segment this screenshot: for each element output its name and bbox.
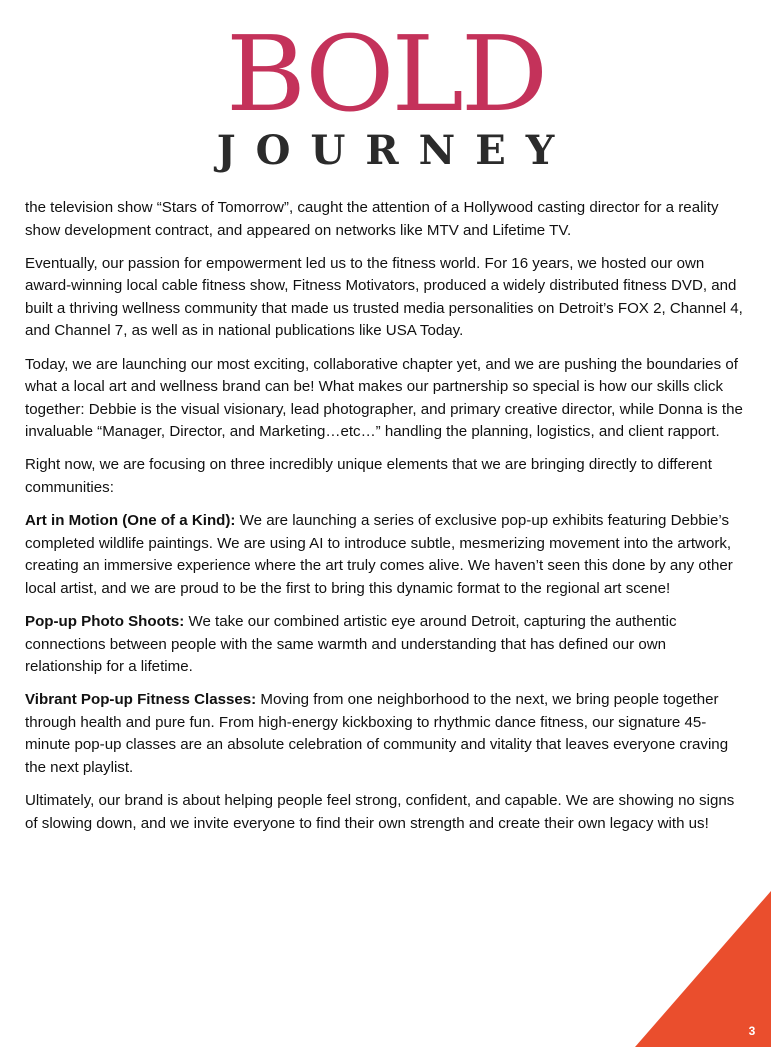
paragraph: [25, 510, 743, 600]
logo-journey-wordmark: JOURNEY: [216, 127, 575, 174]
paragraph-lead: Pop-up Photo Shoots:: [25, 613, 185, 630]
article-body: [25, 197, 743, 846]
paragraph-text: We take our combined artistic eye around Detroit, capturing the authentic connections between people with the same warmth and understanding that has defined our own relationship for a lifetime.: [25, 613, 677, 676]
logo-bold-wordmark: BOLD: [225, 13, 546, 135]
paragraph: [25, 354, 743, 444]
paragraph: [25, 611, 743, 679]
paragraph-text: Ultimately, our brand is about helping people feel strong, confident, and capable. We are showing no signs of slowing down, and we invite everyone to find their own strength and create their own legacy with us!: [25, 792, 735, 832]
masthead: [0, 13, 771, 174]
paragraph-text: Eventually, our passion for empowerment led us to the fitness world. For 16 years, we hosted our own award-winning local cable fitness show, Fitness Motivators, produced a widely distributed fitness DVD, and built a thriving wellness community that made us trusted media personalities on Detroit’s FOX 2, Channel 4, and Channel 7, as well as in national publications like USA Today.: [25, 254, 743, 340]
paragraph: [25, 454, 743, 499]
paragraph-text: the television show “Stars of Tomorrow”, caught the attention of a Hollywood casting director for a reality show development contract, and appeared on networks like MTV and Lifetime TV.: [25, 199, 719, 239]
paragraph: [25, 790, 743, 835]
paragraph-text: Today, we are launching our most exciting, collaborative chapter yet, and we are pushing the boundaries of what a local art and wellness brand can be! What makes our partnership so special is how our skills click together: Debbie is the visual visionary, lead photographer, and primary creative director, while Donna is the invaluable “Manager, Director, and Marketing…etc…” handling the planning, logistics, and client rapport.: [25, 355, 743, 441]
paragraph: [25, 253, 743, 343]
page-number: 3: [748, 1024, 756, 1038]
paragraph-text: We are launching a series of exclusive pop-up exhibits featuring Debbie’s completed wildlife paintings. We are using AI to introduce subtle, mesmerizing movement into the artwork, creating an immersive experience where the art truly comes alive. We haven’t seen this done by any other local artist, and we are proud to be the first to bring this dynamic format to the regional art scene!: [25, 512, 733, 597]
paragraph-text: Right now, we are focusing on three incredibly unique elements that we are bringing directly to different communities:: [25, 456, 712, 497]
paragraph-text: Moving from one neighborhood to the next, we bring people together through health and pure fun. From high-energy kickboxing to rhythmic dance fitness, our signature 45-minute pop-up classes are an absolute celebration of community and vitality that leaves everyone craving the next playlist.: [25, 691, 729, 777]
paragraph: [25, 197, 743, 242]
paragraph: [25, 689, 743, 779]
paragraph-lead: Art in Motion (One of a Kind):: [25, 512, 236, 530]
paragraph-lead: Vibrant Pop-up Fitness Classes:: [25, 691, 257, 709]
